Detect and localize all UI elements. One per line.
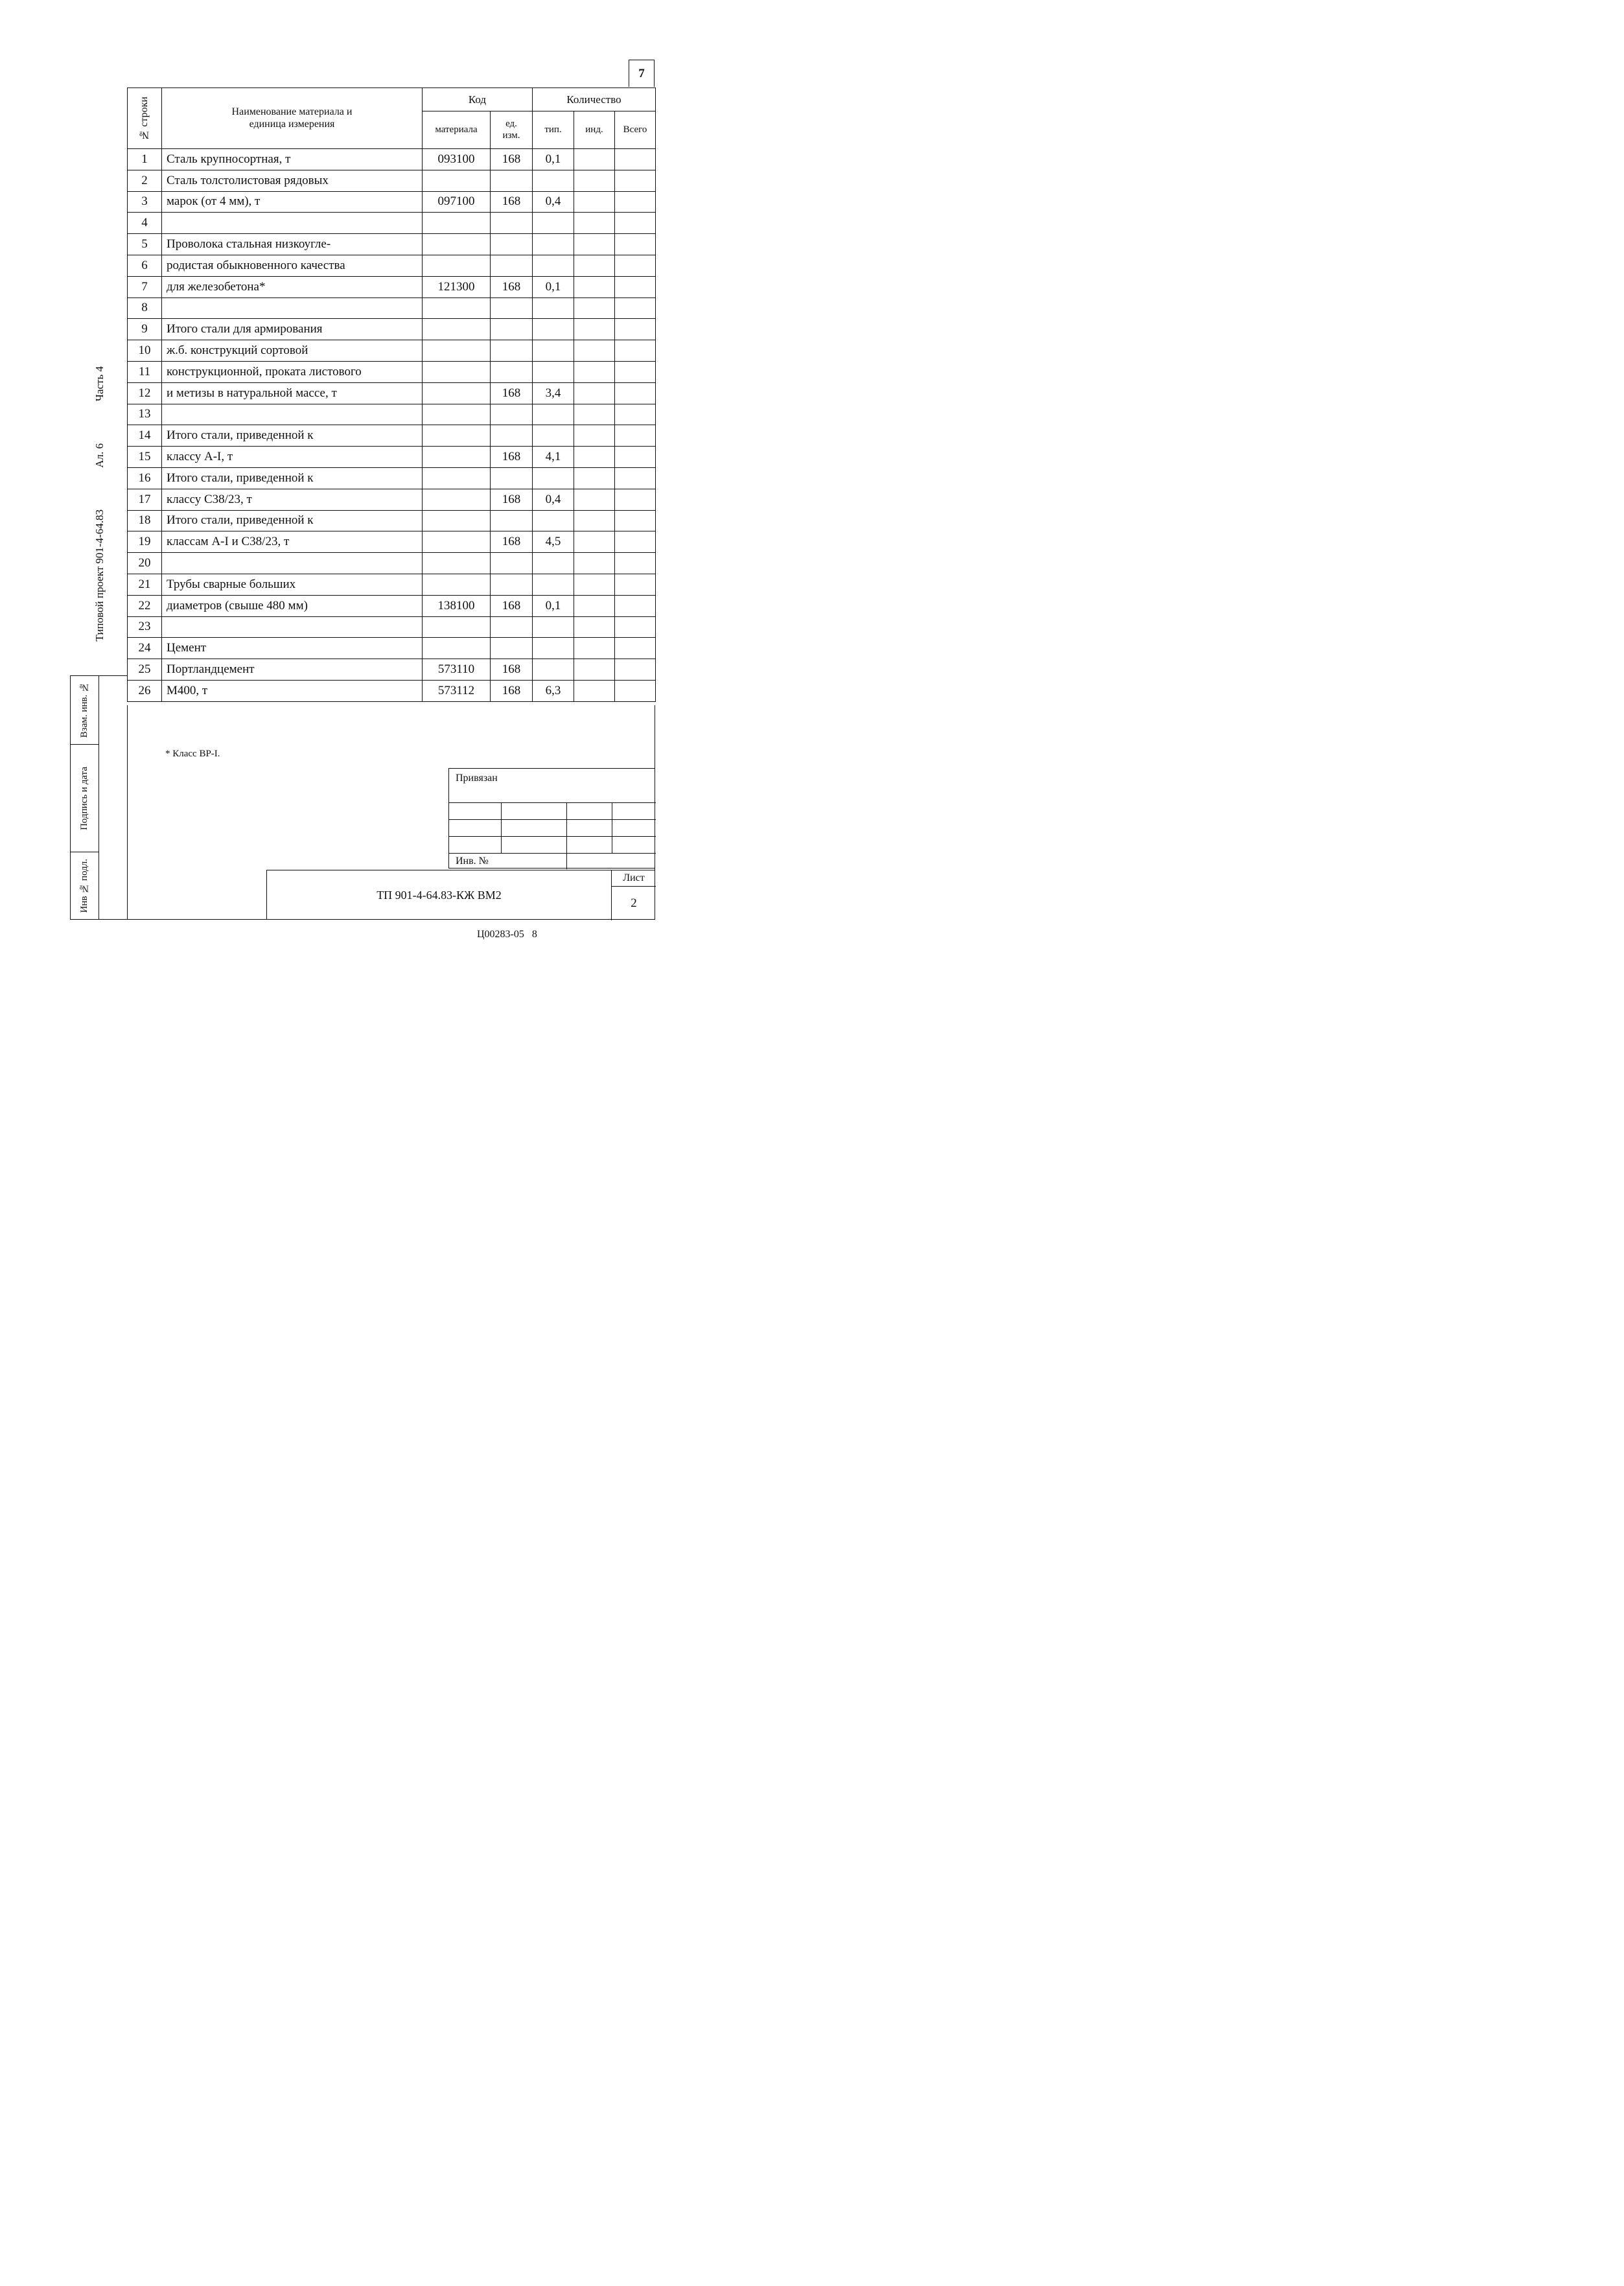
qty-typ: 4,5 xyxy=(533,531,574,553)
qty-typ: 6,3 xyxy=(533,680,574,701)
binding-line-2 xyxy=(449,819,656,820)
table-row xyxy=(128,659,656,681)
table-row xyxy=(128,255,656,276)
unit-code: 168 xyxy=(491,531,533,553)
binding-inv-label: Инв. № xyxy=(456,856,489,867)
qty-typ: 3,4 xyxy=(533,382,574,404)
material-name: родистая обыкновенного качества xyxy=(162,255,423,276)
table-row xyxy=(128,319,656,340)
row-number: 16 xyxy=(128,467,162,489)
side-stamp-vzam xyxy=(71,676,99,745)
unit-code xyxy=(491,467,533,489)
side-caption-album: Ал. 6 xyxy=(93,443,106,468)
row-number: 22 xyxy=(128,595,162,616)
qty-total xyxy=(615,595,656,616)
qty-ind xyxy=(574,340,615,362)
unit-code xyxy=(491,574,533,595)
row-number: 11 xyxy=(128,361,162,382)
header-code-unit xyxy=(491,111,533,149)
qty-ind xyxy=(574,574,615,595)
material-name xyxy=(162,553,423,574)
qty-ind xyxy=(574,149,615,170)
table-row xyxy=(128,382,656,404)
table-row xyxy=(128,616,656,638)
qty-total xyxy=(615,170,656,191)
material-code xyxy=(423,510,491,531)
unit-code: 168 xyxy=(491,276,533,297)
material-code: 121300 xyxy=(423,276,491,297)
table-row xyxy=(128,297,656,319)
material-name: Портландцемент xyxy=(162,659,423,681)
unit-code: 168 xyxy=(491,447,533,468)
material-code xyxy=(423,616,491,638)
page-number: 7 xyxy=(629,60,655,87)
header-name-label: Наименование материала и единица измерения xyxy=(231,106,353,130)
unit-code xyxy=(491,553,533,574)
table-row xyxy=(128,361,656,382)
qty-typ xyxy=(533,425,574,447)
qty-typ xyxy=(533,319,574,340)
table-row xyxy=(128,234,656,255)
table-row xyxy=(128,149,656,170)
qty-total xyxy=(615,213,656,234)
stamp-doc-code: ТП 901-4-64.83-КЖ ВМ2 xyxy=(377,889,502,902)
qty-typ xyxy=(533,467,574,489)
row-number: 9 xyxy=(128,319,162,340)
material-code xyxy=(423,382,491,404)
qty-typ: 0,1 xyxy=(533,595,574,616)
qty-ind xyxy=(574,170,615,191)
material-code xyxy=(423,574,491,595)
qty-total xyxy=(615,510,656,531)
unit-code xyxy=(491,638,533,659)
table-row xyxy=(128,213,656,234)
header-qty-total: Всего xyxy=(615,111,656,149)
materials-table xyxy=(127,87,656,702)
header-qty-ind: инд. xyxy=(574,111,615,149)
qty-total xyxy=(615,574,656,595)
material-name xyxy=(162,297,423,319)
material-name: конструкционной, проката листового xyxy=(162,361,423,382)
material-name xyxy=(162,213,423,234)
qty-total xyxy=(615,382,656,404)
qty-typ xyxy=(533,297,574,319)
material-name: Итого стали, приведенной к xyxy=(162,425,423,447)
row-number: 15 xyxy=(128,447,162,468)
qty-ind xyxy=(574,404,615,425)
material-code xyxy=(423,425,491,447)
material-code xyxy=(423,255,491,276)
qty-ind xyxy=(574,467,615,489)
table-row xyxy=(128,191,656,213)
qty-total xyxy=(615,680,656,701)
qty-ind xyxy=(574,213,615,234)
unit-code xyxy=(491,404,533,425)
qty-total xyxy=(615,531,656,553)
material-code xyxy=(423,404,491,425)
row-number: 25 xyxy=(128,659,162,681)
material-name: Итого стали, приведенной к xyxy=(162,467,423,489)
qty-ind xyxy=(574,234,615,255)
table-row xyxy=(128,489,656,510)
unit-code: 168 xyxy=(491,659,533,681)
qty-ind xyxy=(574,659,615,681)
unit-code: 168 xyxy=(491,191,533,213)
qty-total xyxy=(615,319,656,340)
table-row xyxy=(128,638,656,659)
qty-total xyxy=(615,425,656,447)
unit-code: 168 xyxy=(491,680,533,701)
material-code xyxy=(423,553,491,574)
binding-line-4 xyxy=(449,853,656,854)
row-number: 2 xyxy=(128,170,162,191)
side-caption-project: Типовой проект 901-4-64.83 xyxy=(93,509,106,642)
row-number: 1 xyxy=(128,149,162,170)
qty-typ xyxy=(533,213,574,234)
material-name: Проволока стальная низкоугле- xyxy=(162,234,423,255)
side-caption xyxy=(87,366,113,642)
side-stamp-podpis xyxy=(71,745,99,852)
material-code xyxy=(423,447,491,468)
header-qty-typ: тип. xyxy=(533,111,574,149)
table-row xyxy=(128,276,656,297)
qty-typ: 0,1 xyxy=(533,149,574,170)
row-number: 8 xyxy=(128,297,162,319)
table-row xyxy=(128,531,656,553)
material-name: М400, т xyxy=(162,680,423,701)
side-stamp xyxy=(70,675,127,920)
side-caption-part: Часть 4 xyxy=(93,366,106,402)
binding-vline-1 xyxy=(501,802,502,853)
row-number: 4 xyxy=(128,213,162,234)
row-number: 20 xyxy=(128,553,162,574)
row-number: 19 xyxy=(128,531,162,553)
qty-total xyxy=(615,149,656,170)
row-number: 3 xyxy=(128,191,162,213)
side-stamp-vzam-label: Взам. инв. № xyxy=(79,682,89,738)
qty-ind xyxy=(574,297,615,319)
material-name: Сталь крупносортная, т xyxy=(162,149,423,170)
qty-ind xyxy=(574,595,615,616)
material-code: 573110 xyxy=(423,659,491,681)
binding-line-1 xyxy=(449,802,656,803)
material-name xyxy=(162,616,423,638)
side-stamp-inv xyxy=(71,852,99,920)
unit-code xyxy=(491,297,533,319)
qty-typ: 0,4 xyxy=(533,489,574,510)
unit-code: 168 xyxy=(491,489,533,510)
qty-ind xyxy=(574,255,615,276)
table-row xyxy=(128,425,656,447)
material-code xyxy=(423,638,491,659)
qty-typ: 4,1 xyxy=(533,447,574,468)
side-stamp-podpis-label: Подпись и дата xyxy=(79,766,89,830)
qty-typ xyxy=(533,659,574,681)
material-code xyxy=(423,467,491,489)
header-code-group: Код xyxy=(423,88,533,111)
qty-total xyxy=(615,638,656,659)
qty-total xyxy=(615,616,656,638)
qty-ind xyxy=(574,489,615,510)
row-number: 14 xyxy=(128,425,162,447)
material-name: ж.б. конструкций сортовой xyxy=(162,340,423,362)
binding-box xyxy=(448,768,655,869)
qty-ind xyxy=(574,276,615,297)
unit-code xyxy=(491,319,533,340)
header-code-material: материала xyxy=(423,111,491,149)
qty-typ xyxy=(533,510,574,531)
unit-code xyxy=(491,616,533,638)
header-name xyxy=(162,88,423,149)
qty-typ: 0,4 xyxy=(533,191,574,213)
unit-code xyxy=(491,170,533,191)
table-row xyxy=(128,553,656,574)
qty-ind xyxy=(574,319,615,340)
row-number: 5 xyxy=(128,234,162,255)
qty-typ xyxy=(533,638,574,659)
material-name: марок (от 4 мм), т xyxy=(162,191,423,213)
title-stamp xyxy=(266,870,655,920)
unit-code: 168 xyxy=(491,382,533,404)
qty-total xyxy=(615,447,656,468)
material-code: 093100 xyxy=(423,149,491,170)
material-code xyxy=(423,361,491,382)
unit-code xyxy=(491,255,533,276)
material-name: для железобетона* xyxy=(162,276,423,297)
material-code xyxy=(423,297,491,319)
unit-code xyxy=(491,361,533,382)
row-number: 7 xyxy=(128,276,162,297)
table-row xyxy=(128,680,656,701)
unit-code xyxy=(491,510,533,531)
footnote: * Класс ВР-I. xyxy=(165,749,220,759)
qty-typ xyxy=(533,553,574,574)
table-row xyxy=(128,340,656,362)
qty-total xyxy=(615,553,656,574)
qty-ind xyxy=(574,616,615,638)
table-row xyxy=(128,447,656,468)
side-stamp-inv-label: Инв № подл. xyxy=(79,859,89,913)
qty-total xyxy=(615,255,656,276)
material-name: Итого стали для армирования xyxy=(162,319,423,340)
qty-total xyxy=(615,297,656,319)
row-number: 21 xyxy=(128,574,162,595)
material-name: диаметров (свыше 480 мм) xyxy=(162,595,423,616)
material-code: 573112 xyxy=(423,680,491,701)
qty-total xyxy=(615,340,656,362)
qty-ind xyxy=(574,510,615,531)
row-number: 12 xyxy=(128,382,162,404)
binding-line-3 xyxy=(449,836,656,837)
row-number: 13 xyxy=(128,404,162,425)
row-number: 18 xyxy=(128,510,162,531)
row-number: 6 xyxy=(128,255,162,276)
unit-code: 168 xyxy=(491,595,533,616)
qty-total xyxy=(615,234,656,255)
material-code xyxy=(423,170,491,191)
table-row xyxy=(128,595,656,616)
header-row-no-label: № строки xyxy=(139,96,150,141)
table-row xyxy=(128,170,656,191)
material-code: 138100 xyxy=(423,595,491,616)
row-number: 23 xyxy=(128,616,162,638)
qty-ind xyxy=(574,447,615,468)
material-name xyxy=(162,404,423,425)
qty-total xyxy=(615,404,656,425)
header-row-no xyxy=(128,88,162,149)
qty-typ xyxy=(533,361,574,382)
material-code xyxy=(423,489,491,510)
qty-ind xyxy=(574,680,615,701)
materials-rows xyxy=(128,149,656,702)
table-row xyxy=(128,467,656,489)
stamp-sheet-number: 2 xyxy=(631,896,637,910)
qty-typ xyxy=(533,255,574,276)
table-row xyxy=(128,510,656,531)
material-name: Сталь толстолистовая рядовых xyxy=(162,170,423,191)
qty-total xyxy=(615,489,656,510)
material-code xyxy=(423,340,491,362)
material-name: классу С38/23, т xyxy=(162,489,423,510)
unit-code xyxy=(491,213,533,234)
material-name: классу A-I, т xyxy=(162,447,423,468)
qty-typ xyxy=(533,616,574,638)
material-code xyxy=(423,531,491,553)
material-code xyxy=(423,319,491,340)
qty-typ xyxy=(533,404,574,425)
row-number: 10 xyxy=(128,340,162,362)
unit-code: 168 xyxy=(491,149,533,170)
qty-ind xyxy=(574,531,615,553)
binding-vline-2 xyxy=(566,802,567,869)
qty-typ xyxy=(533,574,574,595)
header-qty-group: Количество xyxy=(533,88,656,111)
unit-code xyxy=(491,425,533,447)
material-name: и метизы в натуральной массе, т xyxy=(162,382,423,404)
stamp-sheet-cell xyxy=(611,870,656,920)
material-name: Цемент xyxy=(162,638,423,659)
row-number: 17 xyxy=(128,489,162,510)
qty-typ: 0,1 xyxy=(533,276,574,297)
qty-ind xyxy=(574,638,615,659)
material-code xyxy=(423,234,491,255)
qty-ind xyxy=(574,553,615,574)
row-number: 24 xyxy=(128,638,162,659)
material-code: 097100 xyxy=(423,191,491,213)
qty-total xyxy=(615,191,656,213)
qty-total xyxy=(615,276,656,297)
qty-typ xyxy=(533,234,574,255)
qty-ind xyxy=(574,361,615,382)
qty-total xyxy=(615,467,656,489)
table-row xyxy=(128,574,656,595)
qty-ind xyxy=(574,382,615,404)
qty-ind xyxy=(574,425,615,447)
qty-ind xyxy=(574,191,615,213)
material-code xyxy=(423,213,491,234)
stamp-sheet-label: Лист xyxy=(612,870,656,887)
table-row xyxy=(128,404,656,425)
material-name: классам А-I и С38/23, т xyxy=(162,531,423,553)
qty-total xyxy=(615,361,656,382)
unit-code xyxy=(491,340,533,362)
header-code-unit-label: ед. изм. xyxy=(502,119,520,141)
row-number: 26 xyxy=(128,680,162,701)
archive-code: Ц00283-05 8 xyxy=(477,929,537,940)
material-name: Трубы сварные больших xyxy=(162,574,423,595)
binding-label: Привязан xyxy=(456,773,498,784)
qty-typ xyxy=(533,340,574,362)
qty-typ xyxy=(533,170,574,191)
material-name: Итого стали, приведенной к xyxy=(162,510,423,531)
qty-total xyxy=(615,659,656,681)
unit-code xyxy=(491,234,533,255)
